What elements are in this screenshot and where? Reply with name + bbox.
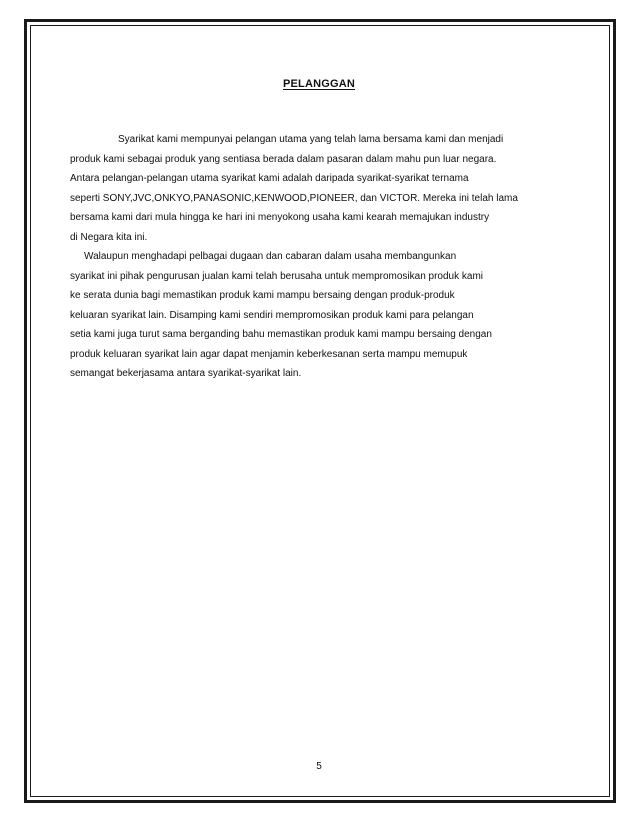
- paragraph-line: setia kami juga turut sama berganding bahu memastikan produk kami mampu bersaing dengan: [70, 329, 492, 340]
- paragraph-line: keluaran syarikat lain. Disamping kami sendiri mempromosikan produk kami para pelangan: [70, 309, 474, 321]
- paragraph-line: Walaupun menghadapi pelbagai dugaan dan cabaran dalam usaha membangunkan: [84, 251, 457, 262]
- paragraph-line: syarikat ini pihak pengurusan jualan kami telah berusaha untuk mempromosikan produk kami: [70, 270, 483, 282]
- paragraph-line: produk kami sebagai produk yang sentiasa berada dalam pasaran dalam mahu pun luar negara.: [70, 153, 497, 165]
- page-heading: [0, 78, 638, 90]
- heading-text: PELANGGAN: [282, 78, 356, 90]
- paragraph-line: produk keluaran syarikat lain agar dapat menjamin keberkesanan serta mampu memupuk: [70, 348, 468, 360]
- page-number: 5: [316, 761, 322, 772]
- paragraph-line: Syarikat kami mempunyai pelangan utama yang telah lama bersama kami dan menjadi: [118, 134, 504, 145]
- paragraph-line: di Negara kita ini.: [70, 231, 148, 243]
- paragraph-2: [70, 247, 570, 384]
- paragraph-line: semangat bekerjasama antara syarikat-syarikat lain.: [70, 368, 302, 379]
- paragraph-1: [70, 130, 570, 247]
- paragraph-line: ke serata dunia bagi memastikan produk kami mampu bersaing dengan produk-produk: [70, 290, 455, 301]
- paragraph-line: seperti SONY,JVC,ONKYO,PANASONIC,KENWOOD,PIONEER, dan VICTOR. Mereka ini telah lama: [70, 192, 518, 204]
- paragraph-line: bersama kami dari mula hingga ke hari ini menyokong usaha kami kearah memajukan industry: [70, 212, 490, 223]
- paragraph-line: Antara pelangan-pelangan utama syarikat kami adalah daripada syarikat-syarikat ternama: [70, 173, 469, 184]
